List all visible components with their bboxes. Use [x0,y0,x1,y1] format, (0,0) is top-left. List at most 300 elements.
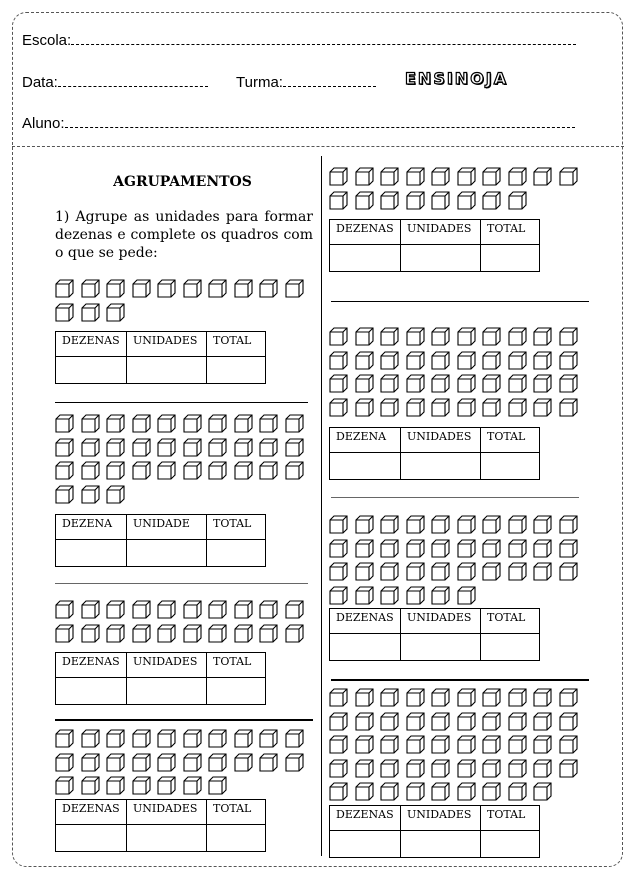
cube-icon [355,782,374,801]
cube-icon [55,753,74,772]
turma-field[interactable] [283,74,376,87]
cube-icon [183,729,202,748]
column-header: TOTAL [207,332,266,357]
column-header: TOTAL [481,609,540,634]
cube-icon [81,753,100,772]
answer-cell[interactable] [207,357,266,384]
cube-icon [406,398,425,417]
cube-icon [559,539,578,558]
answer-cell[interactable] [207,678,266,705]
exercise-divider [331,301,589,302]
cube-icon [457,735,476,754]
aluno-field[interactable] [65,115,575,128]
cube-icon [329,735,348,754]
answer-cell[interactable] [481,245,540,272]
answer-cell[interactable] [401,634,481,661]
cube-icon [457,327,476,346]
answer-row [56,357,266,384]
answer-table-2 [55,514,266,567]
cube-icon [234,414,253,433]
cube-icon [431,515,450,534]
cube-icon [380,759,399,778]
answer-cell[interactable] [127,825,207,852]
cube-icon [285,438,304,457]
turma-row [236,74,376,91]
cube-icon [329,327,348,346]
answer-cell[interactable] [481,453,540,480]
header-separator [12,146,624,147]
cube-icon [208,414,227,433]
cube-icon [55,279,74,298]
cube-icon [482,759,501,778]
escola-row [22,32,576,49]
cube-icon [559,562,578,581]
cube-icon [559,167,578,186]
cube-icon [157,776,176,795]
cube-icon [132,461,151,480]
instruction-text: 1) Agrupe as unidades para formar dezenas e complete os quadros com o que se pede: [55,209,313,261]
answer-table-3 [55,652,266,705]
cube-icon [406,759,425,778]
table-header-row [56,653,266,678]
cube-icon [508,327,527,346]
cube-icon [457,515,476,534]
column-header: TOTAL [207,653,266,678]
column-divider [321,156,322,856]
cube-icon [406,539,425,558]
cube-icon [559,712,578,731]
answer-cell[interactable] [330,245,401,272]
column-header: DEZENA [56,515,127,540]
cube-icon [208,438,227,457]
cube-icon [457,351,476,370]
cube-icon [132,753,151,772]
cube-icon [533,539,552,558]
cube-icon [234,438,253,457]
cube-group-2 [55,414,310,508]
cube-icon [183,279,202,298]
cube-icon [157,438,176,457]
cube-icon [81,485,100,504]
cube-icon [355,191,374,210]
cube-icon [457,688,476,707]
answer-row [330,453,540,480]
cube-icon [380,562,399,581]
cube-icon [208,279,227,298]
cube-icon [285,753,304,772]
cube-icon [533,562,552,581]
cube-icon [380,735,399,754]
cube-icon [431,735,450,754]
cube-icon [259,279,278,298]
cube-group-6 [329,327,584,421]
cube-icon [355,351,374,370]
cube-group-5 [329,167,584,214]
column-header: UNIDADES [401,428,481,453]
cube-group-8 [329,688,584,806]
cube-icon [559,735,578,754]
cube-icon [259,600,278,619]
cube-icon [285,729,304,748]
cube-icon [406,191,425,210]
cube-icon [431,562,450,581]
cube-icon [285,414,304,433]
cube-icon [380,374,399,393]
column-header: TOTAL [481,806,540,831]
cube-group-4 [55,729,310,800]
cube-icon [106,485,125,504]
cube-icon [508,759,527,778]
answer-table-5 [329,219,540,272]
cube-icon [457,191,476,210]
cube-icon [559,374,578,393]
cube-icon [106,461,125,480]
answer-row [330,634,540,661]
cube-icon [132,414,151,433]
cube-icon [482,191,501,210]
cube-icon [355,735,374,754]
cube-icon [482,688,501,707]
cube-icon [285,600,304,619]
cube-icon [380,586,399,605]
answer-cell[interactable] [127,357,207,384]
escola-label: Escola: [22,32,72,49]
cube-icon [482,712,501,731]
cube-icon [285,279,304,298]
cube-icon [106,624,125,643]
table-header-row [330,609,540,634]
cube-icon [259,461,278,480]
cube-icon [482,735,501,754]
cube-icon [329,759,348,778]
cube-icon [183,600,202,619]
cube-icon [106,776,125,795]
cube-icon [259,414,278,433]
cube-icon [482,562,501,581]
table-header-row [330,428,540,453]
cube-icon [380,515,399,534]
column-header: DEZENA [330,428,401,453]
cube-icon [355,167,374,186]
cube-icon [329,515,348,534]
cube-icon [482,398,501,417]
cube-icon [55,624,74,643]
cube-icon [106,438,125,457]
cube-icon [259,729,278,748]
answer-cell[interactable] [401,831,481,858]
cube-icon [81,624,100,643]
cube-icon [508,539,527,558]
cube-icon [106,414,125,433]
cube-icon [431,374,450,393]
cube-icon [406,327,425,346]
column-header: DEZENAS [56,332,127,357]
cube-icon [508,374,527,393]
cube-icon [208,600,227,619]
cube-icon [106,753,125,772]
answer-cell[interactable] [207,540,266,567]
cube-icon [406,374,425,393]
cube-icon [508,351,527,370]
cube-icon [55,485,74,504]
answer-row [56,825,266,852]
cube-icon [508,562,527,581]
answer-cell[interactable] [127,540,207,567]
cube-icon [234,279,253,298]
answer-table-1 [55,331,266,384]
cube-icon [533,398,552,417]
cube-icon [329,586,348,605]
column-header: UNIDADES [401,609,481,634]
cube-icon [508,167,527,186]
cube-icon [533,167,552,186]
column-header: UNIDADES [401,806,481,831]
cube-icon [157,753,176,772]
cube-icon [329,374,348,393]
cube-icon [157,624,176,643]
cube-icon [406,562,425,581]
answer-row [56,678,266,705]
column-header: UNIDADES [127,800,207,825]
cube-icon [355,327,374,346]
cube-icon [431,759,450,778]
cube-icon [457,586,476,605]
cube-icon [508,688,527,707]
cube-icon [380,327,399,346]
cube-icon [81,414,100,433]
cube-icon [157,461,176,480]
cube-icon [329,167,348,186]
cube-icon [482,167,501,186]
cube-icon [431,586,450,605]
cube-icon [183,753,202,772]
cube-icon [234,461,253,480]
column-header: DEZENAS [56,800,127,825]
table-header-row [330,220,540,245]
cube-icon [183,461,202,480]
cube-icon [183,414,202,433]
cube-icon [329,351,348,370]
cube-icon [533,712,552,731]
cube-icon [81,600,100,619]
column-header: DEZENAS [330,220,401,245]
cube-group-7 [329,515,584,609]
cube-icon [132,729,151,748]
cube-icon [431,398,450,417]
cube-icon [380,688,399,707]
cube-icon [355,688,374,707]
cube-icon [457,759,476,778]
cube-icon [106,729,125,748]
cube-icon [259,438,278,457]
cube-icon [533,374,552,393]
cube-icon [380,712,399,731]
cube-icon [457,539,476,558]
cube-icon [380,191,399,210]
cube-icon [234,729,253,748]
cube-icon [406,515,425,534]
cube-icon [106,279,125,298]
escola-field[interactable] [71,32,576,45]
answer-cell[interactable] [127,678,207,705]
cube-icon [259,624,278,643]
cube-icon [431,539,450,558]
cube-icon [157,414,176,433]
cube-icon [508,191,527,210]
cube-icon [508,712,527,731]
column-header: TOTAL [481,220,540,245]
cube-icon [132,776,151,795]
answer-row [56,540,266,567]
cube-icon [55,776,74,795]
cube-icon [355,562,374,581]
cube-icon [157,729,176,748]
cube-icon [508,515,527,534]
cube-icon [380,167,399,186]
cube-icon [157,279,176,298]
cube-icon [285,461,304,480]
cube-icon [234,753,253,772]
answer-cell[interactable] [56,540,127,567]
page-title: AGRUPAMENTOS [113,174,252,190]
cube-icon [106,303,125,322]
answer-cell[interactable] [56,678,127,705]
cube-icon [329,688,348,707]
cube-icon [508,398,527,417]
answer-cell[interactable] [56,825,127,852]
cube-icon [355,398,374,417]
cube-icon [81,729,100,748]
cube-icon [559,398,578,417]
exercise-divider [55,583,308,584]
cube-icon [208,776,227,795]
cube-group-1 [55,279,310,326]
cube-icon [457,782,476,801]
cube-icon [431,191,450,210]
cube-group-3 [55,600,310,647]
cube-icon [533,515,552,534]
cube-icon [482,515,501,534]
ensinoja-logo: ENSINOJA [405,69,509,88]
cube-icon [183,624,202,643]
cube-icon [81,776,100,795]
cube-icon [132,624,151,643]
answer-cell[interactable] [481,831,540,858]
cube-icon [457,562,476,581]
cube-icon [55,600,74,619]
cube-icon [259,753,278,772]
cube-icon [406,351,425,370]
cube-icon [55,729,74,748]
cube-icon [482,374,501,393]
turma-label: Turma: [236,74,283,91]
column-header: TOTAL [481,428,540,453]
cube-icon [533,759,552,778]
cube-icon [457,167,476,186]
cube-icon [559,515,578,534]
cube-icon [406,167,425,186]
answer-table-4 [55,799,266,852]
answer-row [330,831,540,858]
answer-table-6 [329,427,540,480]
cube-icon [380,351,399,370]
column-header: UNIDADES [127,332,207,357]
cube-icon [132,279,151,298]
cube-icon [431,327,450,346]
exercise-divider [55,719,313,721]
cube-icon [380,539,399,558]
column-header: DEZENAS [56,653,127,678]
cube-icon [355,712,374,731]
answer-cell[interactable] [56,357,127,384]
cube-icon [406,586,425,605]
cube-icon [431,782,450,801]
cube-icon [355,759,374,778]
answer-cell[interactable] [401,245,481,272]
cube-icon [329,782,348,801]
cube-icon [508,735,527,754]
answer-table-7 [329,608,540,661]
cube-icon [431,167,450,186]
cube-icon [355,515,374,534]
cube-icon [380,782,399,801]
answer-cell[interactable] [481,634,540,661]
answer-cell[interactable] [207,825,266,852]
table-header-row [330,806,540,831]
data-row [22,74,208,91]
data-label: Data: [22,74,58,91]
answer-cell[interactable] [401,453,481,480]
cube-icon [355,539,374,558]
cube-icon [559,351,578,370]
answer-row [330,245,540,272]
column-header: TOTAL [207,800,266,825]
cube-icon [482,539,501,558]
cube-icon [183,776,202,795]
cube-icon [406,735,425,754]
column-header: TOTAL [207,515,266,540]
cube-icon [208,624,227,643]
cube-icon [533,735,552,754]
answer-cell[interactable] [330,634,401,661]
cube-icon [559,688,578,707]
cube-icon [329,562,348,581]
cube-icon [132,438,151,457]
cube-icon [55,461,74,480]
answer-cell[interactable] [330,453,401,480]
data-field[interactable] [58,74,208,87]
aluno-label: Aluno: [22,115,65,132]
cube-icon [208,461,227,480]
cube-icon [559,759,578,778]
cube-icon [55,438,74,457]
cube-icon [431,688,450,707]
cube-icon [457,374,476,393]
cube-icon [55,414,74,433]
exercise-divider [331,497,579,498]
cube-icon [431,712,450,731]
answer-table-8 [329,805,540,858]
cube-icon [55,303,74,322]
exercise-divider [55,402,308,403]
cube-icon [81,461,100,480]
cube-icon [406,688,425,707]
table-header-row [56,332,266,357]
answer-cell[interactable] [330,831,401,858]
cube-icon [508,782,527,801]
cube-icon [482,782,501,801]
column-header: UNIDADES [127,653,207,678]
